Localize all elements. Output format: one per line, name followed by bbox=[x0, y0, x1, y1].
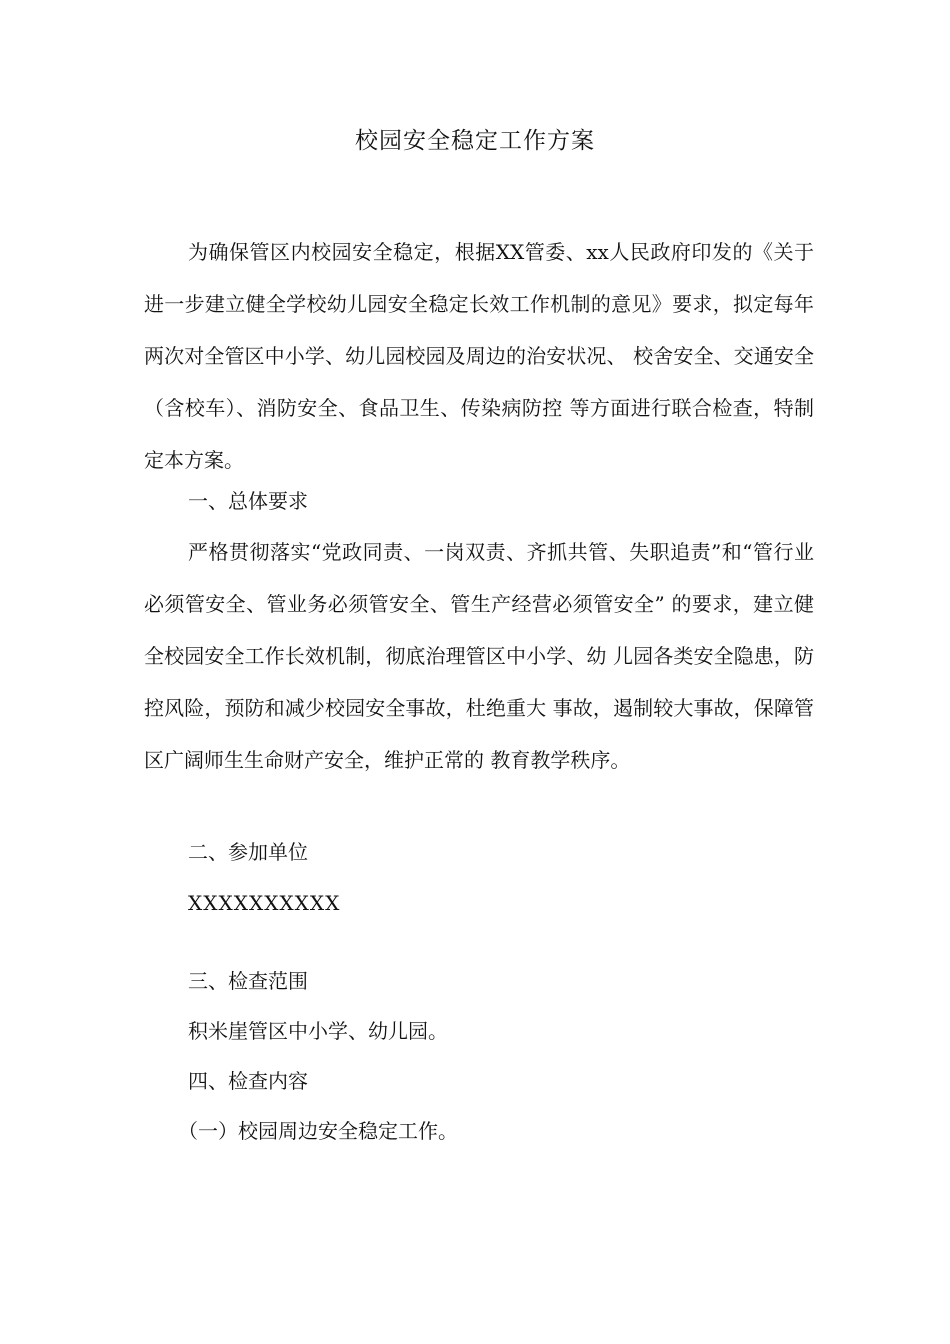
inspection-scope-text: 积米崖管区中小学、幼儿园。 bbox=[188, 1019, 448, 1043]
general-requirements-paragraph: 严格贯彻落实“党政同责、一岗双责、齐抓共管、失职追责”和“管行业必须管安全、管业务必须管安全、管生产经营必须管安全” 的要求，建立健全校园安全工作长效机制，彻底治理管区中小学、幼 儿园各类安全隐患，防控风险，预防和减少校园安全事故，杜绝重大 事故，遏制较大事故，保障管区广阔师生生命财产安全，维护正常的 教育教学秩序。 bbox=[144, 540, 814, 772]
section-heading-inspection-content: 四、检查内容 bbox=[188, 1069, 308, 1093]
intro-paragraph: 为确保管区内校园安全稳定，根据XX管委、xx人民政府印发的《关于进一步建立健全学校幼儿园安全稳定长效工作机制的意见》要求，拟定每年两次对全管区中小学、幼儿园校园及周边的治安状况、 校舍安全、交通安全（含校车）、消防安全、食品卫生、传染病防控 等方面进行联合检查，特制定本方案。 bbox=[144, 240, 814, 472]
inspection-content-subitem: （一）校园周边安全稳定工作。 bbox=[178, 1119, 458, 1143]
participating-units-text: XXXXXXXXXX bbox=[188, 891, 341, 915]
section-heading-inspection-scope: 三、检查范围 bbox=[188, 969, 308, 993]
document-title: 校园安全稳定工作方案 bbox=[355, 128, 595, 154]
section-heading-general-requirements: 一、总体要求 bbox=[188, 489, 308, 513]
section-heading-participating-units: 二、参加单位 bbox=[188, 840, 308, 864]
